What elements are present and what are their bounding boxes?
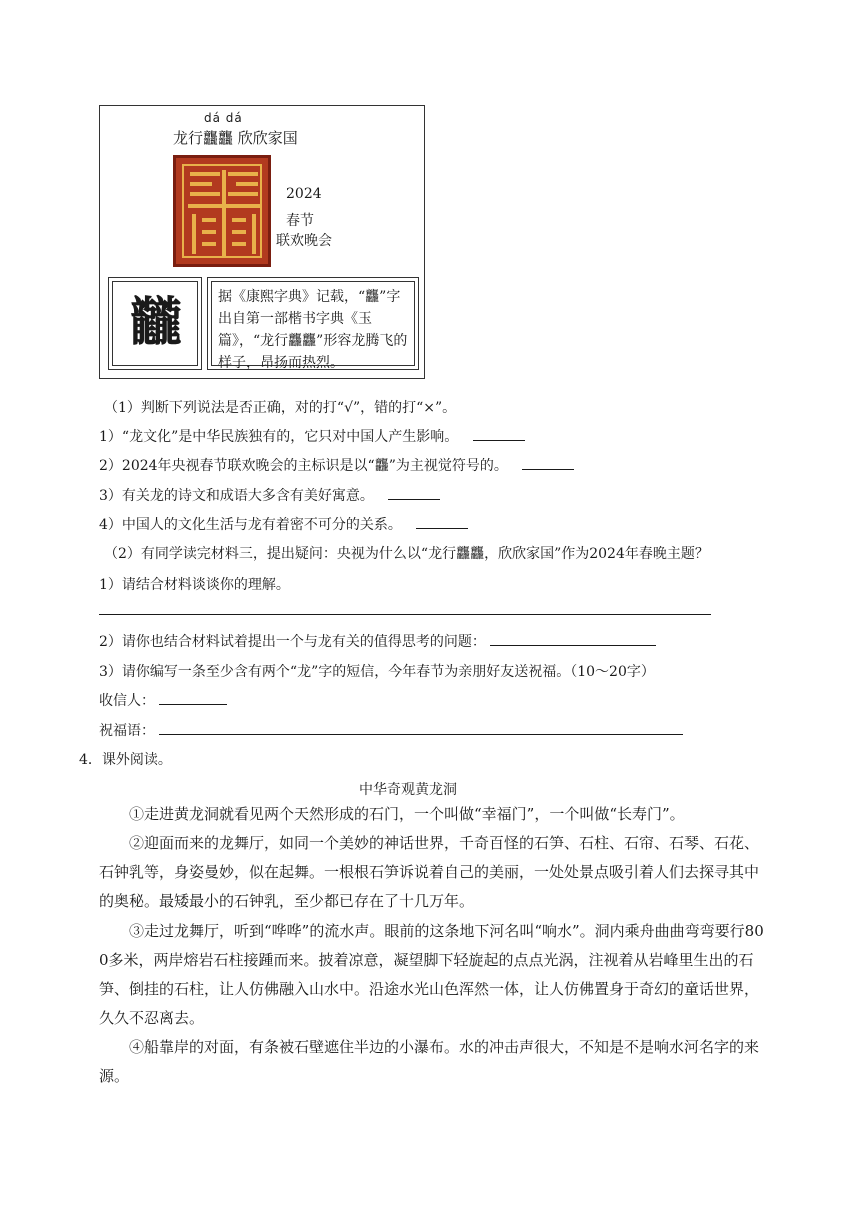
q1-item-4: 4）中国人的文化生活与龙有着密不可分的关系。 bbox=[99, 514, 468, 534]
q2-prompt: （2）有同学读完材料三，提出疑问：央视为什么以“龙行龘龘，欣欣家国”作为2024年春晚主题？ bbox=[104, 546, 709, 562]
q1-prompt: （1）判断下列说法是否正确，对的打“√”，错的打“×”。 bbox=[104, 400, 457, 416]
pinyin-annotation: dá dá bbox=[204, 111, 243, 125]
blessing-blank[interactable] bbox=[159, 720, 683, 735]
figure-year: 2024 bbox=[286, 186, 322, 202]
q2-item-2: 2）请你也结合材料试着提出一个与龙有关的值得思考的问题： bbox=[99, 631, 656, 651]
article-paragraph-1: ①走进黄龙洞就看见两个天然形成的石门，一个叫做“幸福门”，一个叫做“长寿门”。 bbox=[129, 805, 685, 823]
section4-heading: 4．课外阅读。 bbox=[79, 752, 172, 768]
article-paragraph-2: ②迎面而来的龙舞厅，如同一个美妙的神话世界，千奇百怪的石笋、石柱、石帘、石琴、石花、石钟乳等，身姿曼妙，似在起舞。一根根石笋诉说着自己的美丽，一处处景点吸引着人们去探寻其中的奥秘。最矮最小的石钟乳，至少都已存在了十几万年。 bbox=[99, 834, 760, 910]
answer-blank[interactable] bbox=[490, 631, 656, 646]
article-paragraph-3: ③走过龙舞厅，听到“哗哗”的流水声。眼前的这条地下河名叫“响水”。洞内乘舟曲曲弯弯要行800多米，两岸熔岩石柱接踵而来。披着凉意，凝望脚下轻旋起的点点光涡，注视着从岩峰里生出的石笋、倒挂的石柱，让人仿佛融入山水中。沿途水光山色浑然一体，让人仿佛置身于奇幻的童话世界，久久不忍离去。 bbox=[99, 922, 764, 1027]
q1-item-3: 3）有关龙的诗文和成语大多含有美好寓意。 bbox=[99, 485, 440, 505]
answer-blank[interactable] bbox=[522, 455, 574, 470]
q2-item-3: 3）请你编写一条至少含有两个“龙”字的短信，今年春节为亲朋好友送祝福。（10～20字） bbox=[99, 664, 655, 680]
figure-title: 龙行龘龘 欣欣家国 bbox=[173, 129, 298, 147]
answer-blank[interactable] bbox=[473, 426, 525, 441]
dada-seal-logo bbox=[173, 155, 271, 267]
answer-line[interactable] bbox=[99, 614, 711, 615]
figure-side-line1: 春节 bbox=[286, 213, 314, 229]
article-title: 中华奇观黄龙洞 bbox=[359, 782, 457, 798]
character-box bbox=[108, 277, 202, 370]
answer-blank[interactable] bbox=[416, 514, 468, 529]
q1-item-2: 2）2024年央视春节联欢晚会的主标识是以“龘”为主视觉符号的。 bbox=[99, 455, 574, 475]
dictionary-note: 据《康熙字典》记载，“龘”字出自第一部楷书字典《玉篇》，“龙行龘龘”形容龙腾飞的样子，昂扬而热烈。 bbox=[211, 281, 415, 366]
dictionary-note-box bbox=[207, 277, 419, 370]
q1-item-1: 1）“龙文化”是中华民族独有的，它只对中国人产生影响。 bbox=[99, 426, 525, 446]
character-glyph: 龖 bbox=[112, 281, 198, 366]
recipient-row: 收信人： bbox=[99, 690, 227, 710]
material-figure bbox=[99, 105, 425, 379]
article-paragraph-4: ④船靠岸的对面，有条被石壁遮住半边的小瀑布。水的冲击声很大，不知是不是响水河名字的来源。 bbox=[99, 1038, 760, 1085]
answer-blank[interactable] bbox=[388, 485, 440, 500]
q2-item-1: 1）请结合材料谈谈你的理解。 bbox=[99, 577, 290, 593]
recipient-blank[interactable] bbox=[159, 690, 227, 705]
blessing-row: 祝福语： bbox=[99, 720, 683, 740]
figure-side-line2: 联欢晚会 bbox=[276, 233, 332, 249]
